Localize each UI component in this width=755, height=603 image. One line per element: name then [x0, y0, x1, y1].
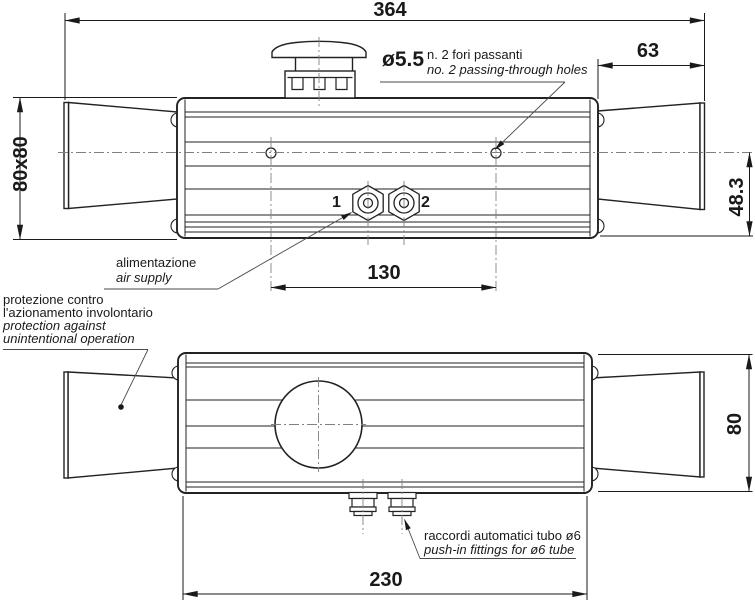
port-1-label: 1 [332, 194, 341, 211]
label-holes-diameter: ø5.5 [382, 48, 425, 71]
label-air-supply-it: alimentazione [116, 255, 197, 270]
valve-body-top [177, 98, 598, 238]
left-hand-guard-bottom [64, 372, 179, 478]
dim-holes-spacing: 130 [367, 262, 401, 284]
label-air-supply-en: air supply [116, 270, 172, 285]
dim-63-lines [598, 59, 705, 99]
label-fittings-en: push-in fittings for ø6 tube [424, 542, 575, 557]
label-protection-it2: l'azionamento involontario [3, 305, 153, 320]
dim-body-section: 80x80 [10, 136, 32, 192]
left-hand-guard [64, 103, 178, 209]
palm-button-castellation [288, 78, 353, 90]
leader-protection-dot [118, 404, 124, 410]
dim-body-height: 80 [724, 412, 746, 436]
label-protection-en2: unintentional operation [3, 331, 135, 346]
palm-button-neck [296, 58, 353, 72]
label-holes-en: no. 2 passing-through holes [427, 62, 588, 77]
label-fittings-it: raccordi automatici tubo ø6 [424, 528, 581, 543]
label-protection-it1: protezione contro [3, 292, 104, 307]
right-hand-guard-bottom [592, 372, 705, 477]
dim-outlet-offset: 48.3 [726, 177, 748, 217]
dim-overall-length: 364 [373, 0, 407, 21]
label-protection-en1: protection against [3, 318, 106, 333]
valve-body-bottom [178, 353, 592, 493]
right-hand-guard [598, 103, 705, 210]
port-2-label: 2 [421, 194, 430, 211]
dim-handle-length: 63 [636, 40, 660, 62]
label-holes-it: n. 2 fori passanti [427, 47, 523, 62]
dim-body-length: 230 [369, 569, 403, 591]
